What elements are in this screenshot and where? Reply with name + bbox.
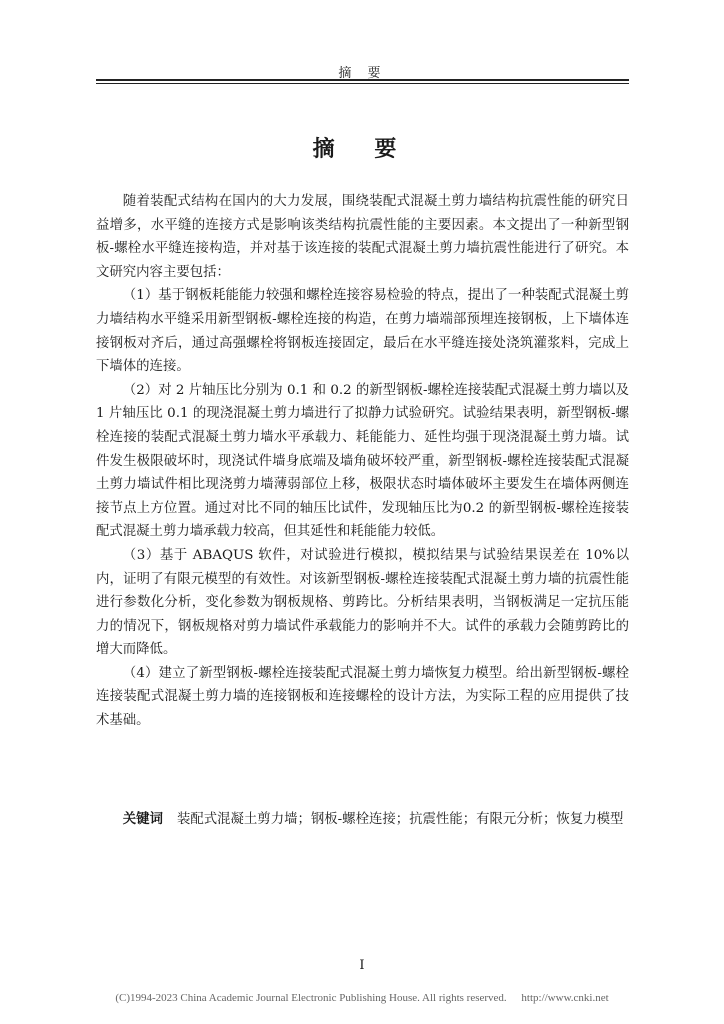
abstract-paragraph-4: （4）建立了新型钢板-螺栓连接装配式混凝土剪力墙恢复力模型。给出新型钢板-螺栓连接装配式混凝土剪力墙的连接钢板和连接螺栓的设计方法，为实际工程的应用提供了技术基础。 [96, 665, 629, 729]
footer-url[interactable]: http://www.cnki.net [521, 992, 609, 1004]
page-number: I [359, 958, 365, 973]
keywords-block [96, 808, 629, 832]
abstract-paragraph-2: （2）对 2 片轴压比分别为 0.1 和 0.2 的新型钢板-螺栓连接装配式混凝土剪力墙以及 1 片轴压比 0.1 的现浇混凝土剪力墙进行了拟静力试验研究。试验结果表明，新型钢板-螺栓连接的装配式混凝土剪力墙水平承载力、耗能能力、延性均强于现浇混凝土剪力墙。试件发生极限破坏时，现浇试件墙身底端及墙角破坏较严重，新型钢板-螺栓连接装配式混凝土剪力墙试件相比现浇剪力墙薄弱部位上移，极限状态时墙体破坏主要发生在墙体两侧连接节点上方位置。通过对比不同的轴压比试件，发现轴压比为0.2 的新型钢板-螺栓连接装配式混凝土剪力墙承载力较高，但其延性和耗能能力较低。 [96, 382, 629, 540]
keywords-text: 装配式混凝土剪力墙；钢板-螺栓连接；抗震性能；有限元分析；恢复力模型 [176, 812, 624, 827]
abstract-paragraph-3: （3）基于 ABAQUS 软件，对试验进行模拟，模拟结果与试验结果误差在 10%以内，证明了有限元模型的有效性。对该新型钢板-螺栓连接装配式混凝土剪力墙的抗震性能进行参数化分析，变化参数为钢板规格、剪跨比。分析结果表明，当钢板满足一定抗压能力的情况下，钢板规格对剪力墙试件承载能力的影响并不大。试件的承载力会随剪跨比的增大而降低。 [96, 547, 629, 658]
footer-copyright: (C)1994-2023 China Academic Journal Electronic Publishing House. All rights reserved. [115, 992, 507, 1004]
header-rule [96, 79, 629, 84]
keywords-label: 关键词 [122, 811, 163, 827]
abstract-paragraph-1: （1）基于钢板耗能能力较强和螺栓连接容易检验的特点，提出了一种装配式混凝土剪力墙结构水平缝采用新型钢板-螺栓连接的构造，在剪力墙端部预埋连接钢板，上下墙体连接钢板对齐后，通过高强螺栓将钢板连接固定，最后在水平缝连接处浇筑灌浆料，完成上下墙体的连接。 [96, 288, 629, 375]
page-title: 摘 要 [312, 136, 413, 162]
abstract-paragraph-intro: 随着装配式结构在国内的大力发展，围绕装配式混凝土剪力墙结构抗震性能的研究日益增多，水平缝的连接方式是影响该类结构抗震性能的主要因素。本文提出了一种新型钢板-螺栓水平缝连接构造，并对基于该连接的装配式混凝土剪力墙抗震性能进行了研究。本文研究内容主要包括： [96, 194, 629, 280]
footer [0, 992, 724, 1004]
running-head: 摘 要 [338, 66, 387, 81]
abstract-body [96, 190, 629, 733]
